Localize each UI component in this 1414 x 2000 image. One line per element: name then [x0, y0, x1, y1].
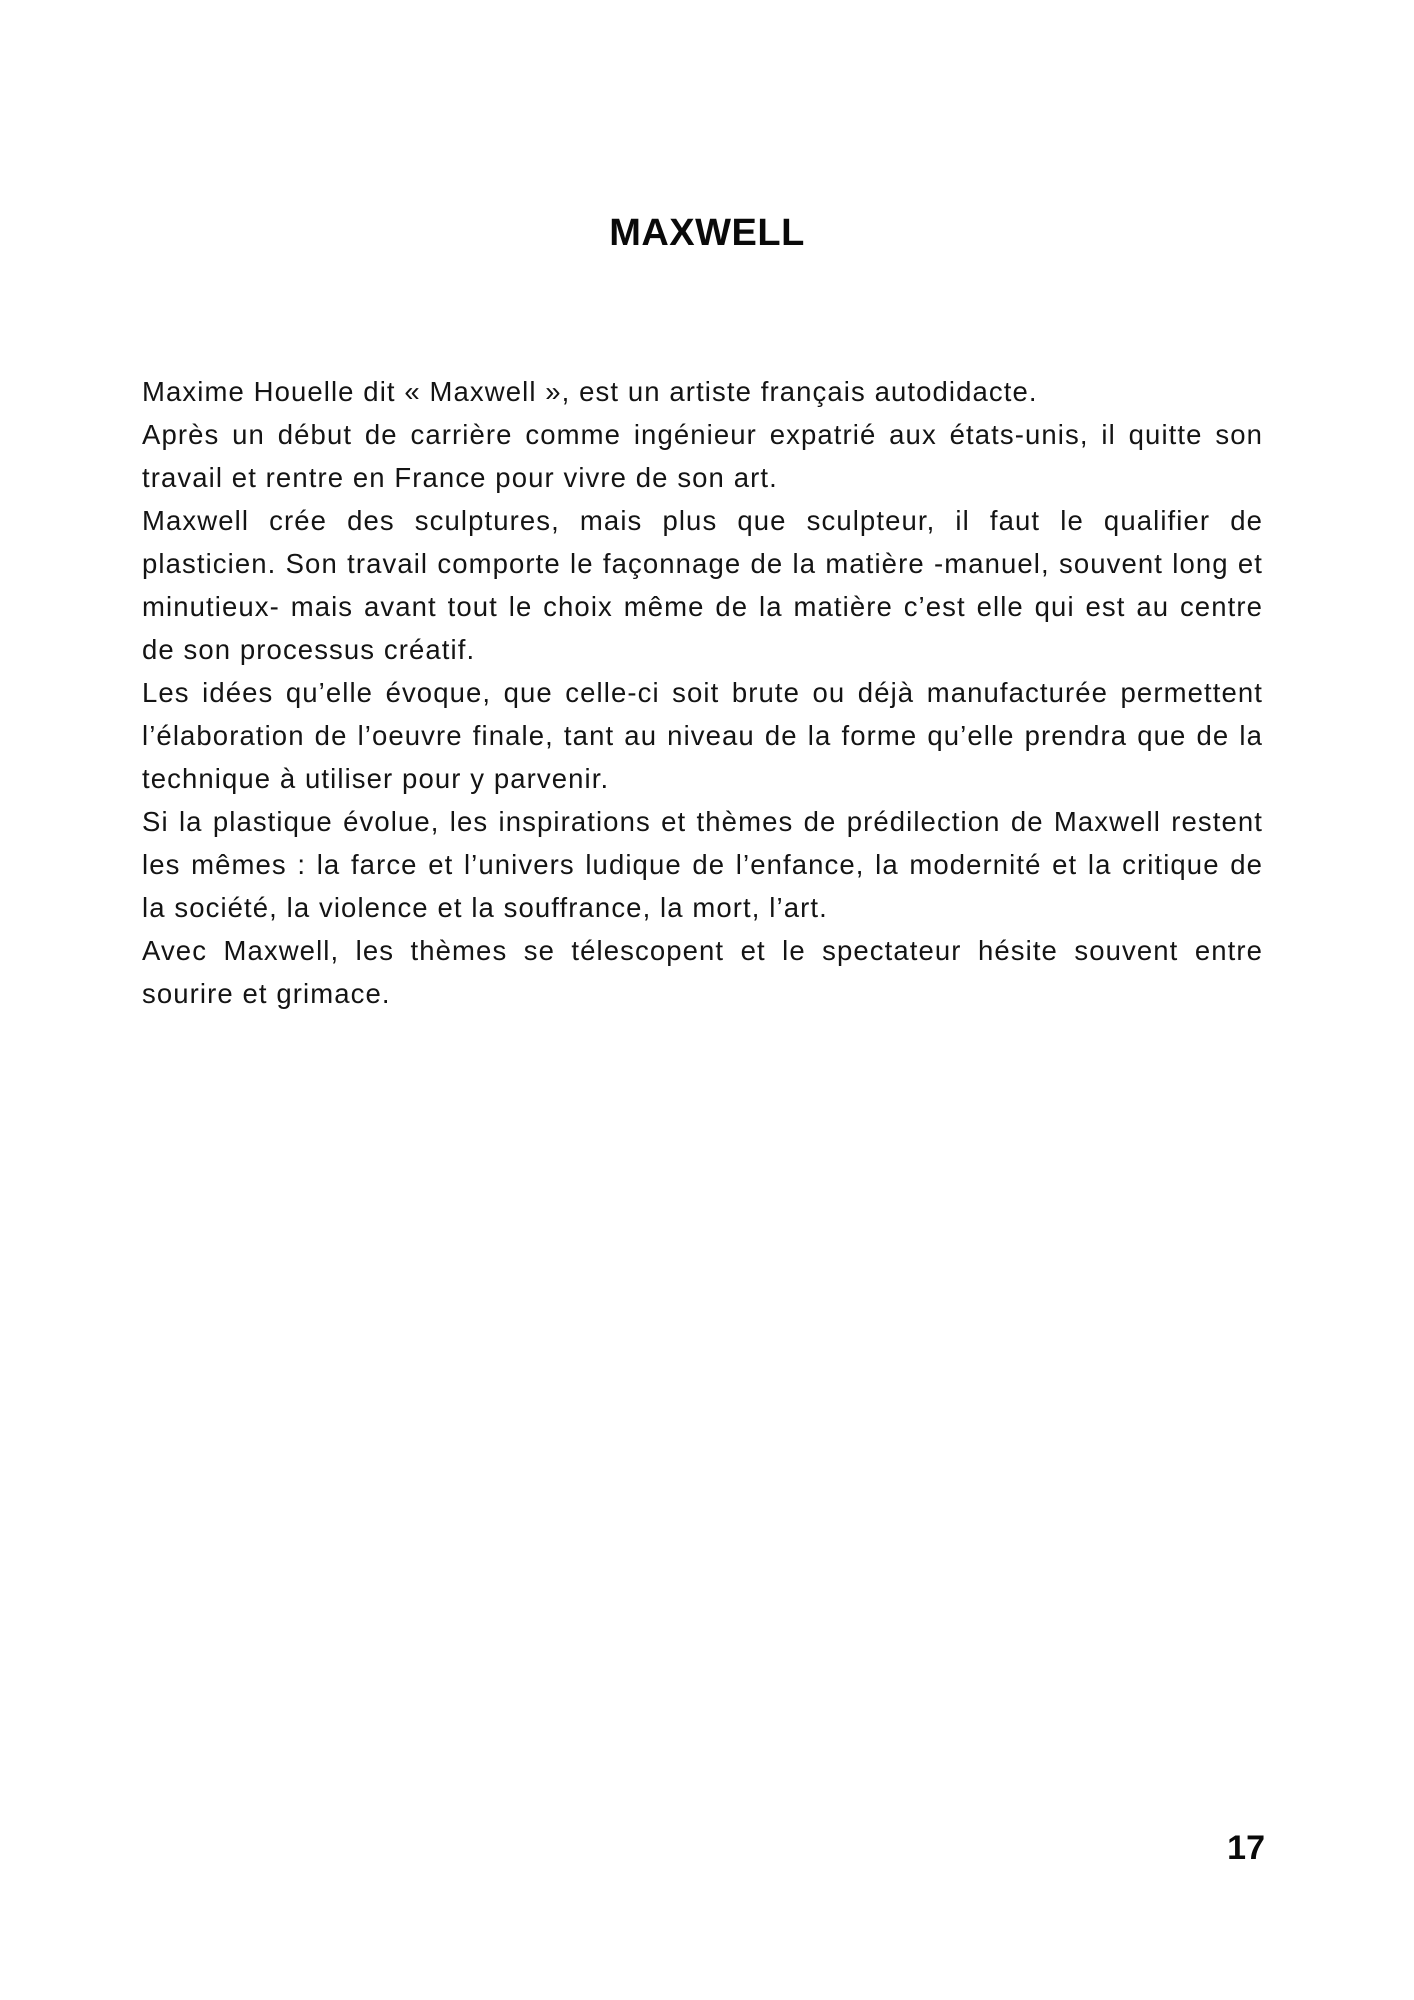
paragraph-ideas: Les idées qu’elle évoque, que celle-ci soit brute ou déjà manufacturée permettent l’élaboration de l’oeuvre finale, tant au niveau de la forme qu’elle prendra que de la technique à utiliser pour y parvenir.: [142, 677, 1263, 794]
paragraph-conclusion: Avec Maxwell, les thèmes se télescopent et le spectateur hésite souvent entre sourire et grimace.: [142, 935, 1263, 1009]
paragraph-sculptures: Maxwell crée des sculptures, mais plus que sculpteur, il faut le qualifier de plasticien. Son travail comporte le façonnage de la matière -manuel, souvent long et minutieux- mais avant tout le choix même de la matière c’est elle qui est au centre de son processus créatif.: [142, 505, 1263, 665]
paragraph-intro: Maxime Houelle dit « Maxwell », est un artiste français autodidacte.: [142, 376, 1038, 407]
body-text: [142, 370, 1263, 1015]
paragraph-career: Après un début de carrière comme ingénieur expatrié aux états-unis, il quitte son travail et rentre en France pour vivre de son art.: [142, 419, 1263, 493]
page-title: MAXWELL: [609, 212, 805, 254]
paragraph-themes: Si la plastique évolue, les inspirations et thèmes de prédilection de Maxwell restent les mêmes : la farce et l’univers ludique de l’enfance, la modernité et la critique de la société, la violence et la souffrance, la mort, l’art.: [142, 806, 1263, 923]
page-number: 17: [1227, 1829, 1265, 1867]
